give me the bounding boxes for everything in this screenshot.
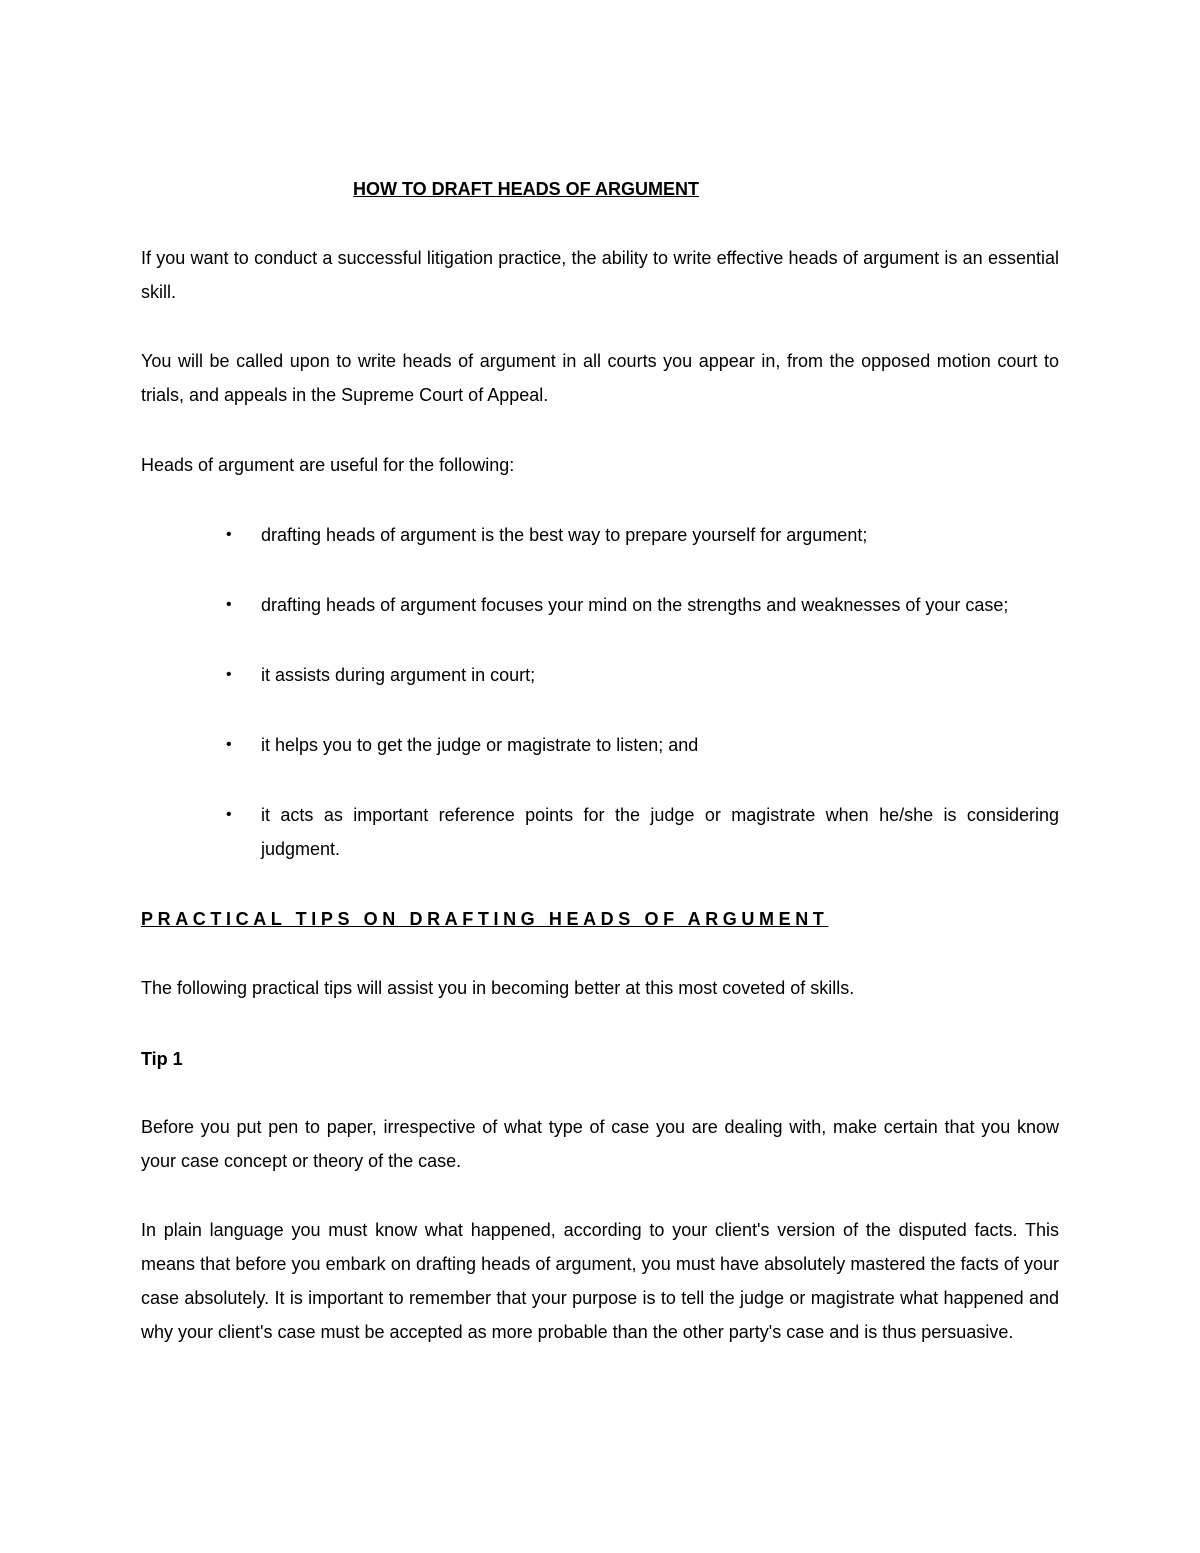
bullet-icon: • xyxy=(226,526,232,543)
section-intro-paragraph: The following practical tips will assist you in becoming better at this most coveted of skills. xyxy=(141,978,855,998)
intro-paragraph-1: If you want to conduct a successful litigation practice, the ability to write effective heads of argument is an essential skill. xyxy=(141,248,1059,302)
bullet-icon: • xyxy=(226,806,232,823)
list-item xyxy=(226,658,1059,692)
tip-paragraph-2: In plain language you must know what happened, according to your client's version of the disputed facts. This means that before you embark on drafting heads of argument, you must have absolutely mastered the facts of your case absolutely. It is important to remember that your purpose is to tell the judge or magistrate what happened and why your client's case must be accepted as more probable than the other party's case and is thus persuasive. xyxy=(141,1220,1059,1342)
intro-paragraph-3: Heads of argument are useful for the following: xyxy=(141,455,515,475)
list-item xyxy=(226,798,1059,866)
list-item xyxy=(226,588,1059,622)
list-item-text: drafting heads of argument is the best way to prepare yourself for argument; xyxy=(261,525,868,545)
tip-heading: Tip 1 xyxy=(141,1049,183,1069)
list-item-text: it assists during argument in court; xyxy=(261,665,536,685)
document-title: HOW TO DRAFT HEADS OF ARGUMENT xyxy=(353,179,699,199)
list-item-text: it helps you to get the judge or magistrate to listen; and xyxy=(261,735,699,755)
list-item-text: it acts as important reference points for the judge or magistrate when he/she is considering judgment. xyxy=(261,805,1059,859)
tip-paragraph-1: Before you put pen to paper, irrespective of what type of case you are dealing with, make certain that you know your case concept or theory of the case. xyxy=(141,1117,1059,1171)
bullet-icon: • xyxy=(226,666,232,683)
list-item xyxy=(226,728,1059,762)
bullet-icon: • xyxy=(226,736,232,753)
list-item-text: drafting heads of argument focuses your mind on the strengths and weaknesses of your case; xyxy=(261,595,1009,615)
list-item xyxy=(226,518,1059,552)
section-heading: PRACTICAL TIPS ON DRAFTING HEADS OF ARGUMENT xyxy=(141,909,829,929)
intro-paragraph-2: You will be called upon to write heads of argument in all courts you appear in, from the opposed motion court to trials, and appeals in the Supreme Court of Appeal. xyxy=(141,351,1059,405)
bullet-icon: • xyxy=(226,596,232,613)
